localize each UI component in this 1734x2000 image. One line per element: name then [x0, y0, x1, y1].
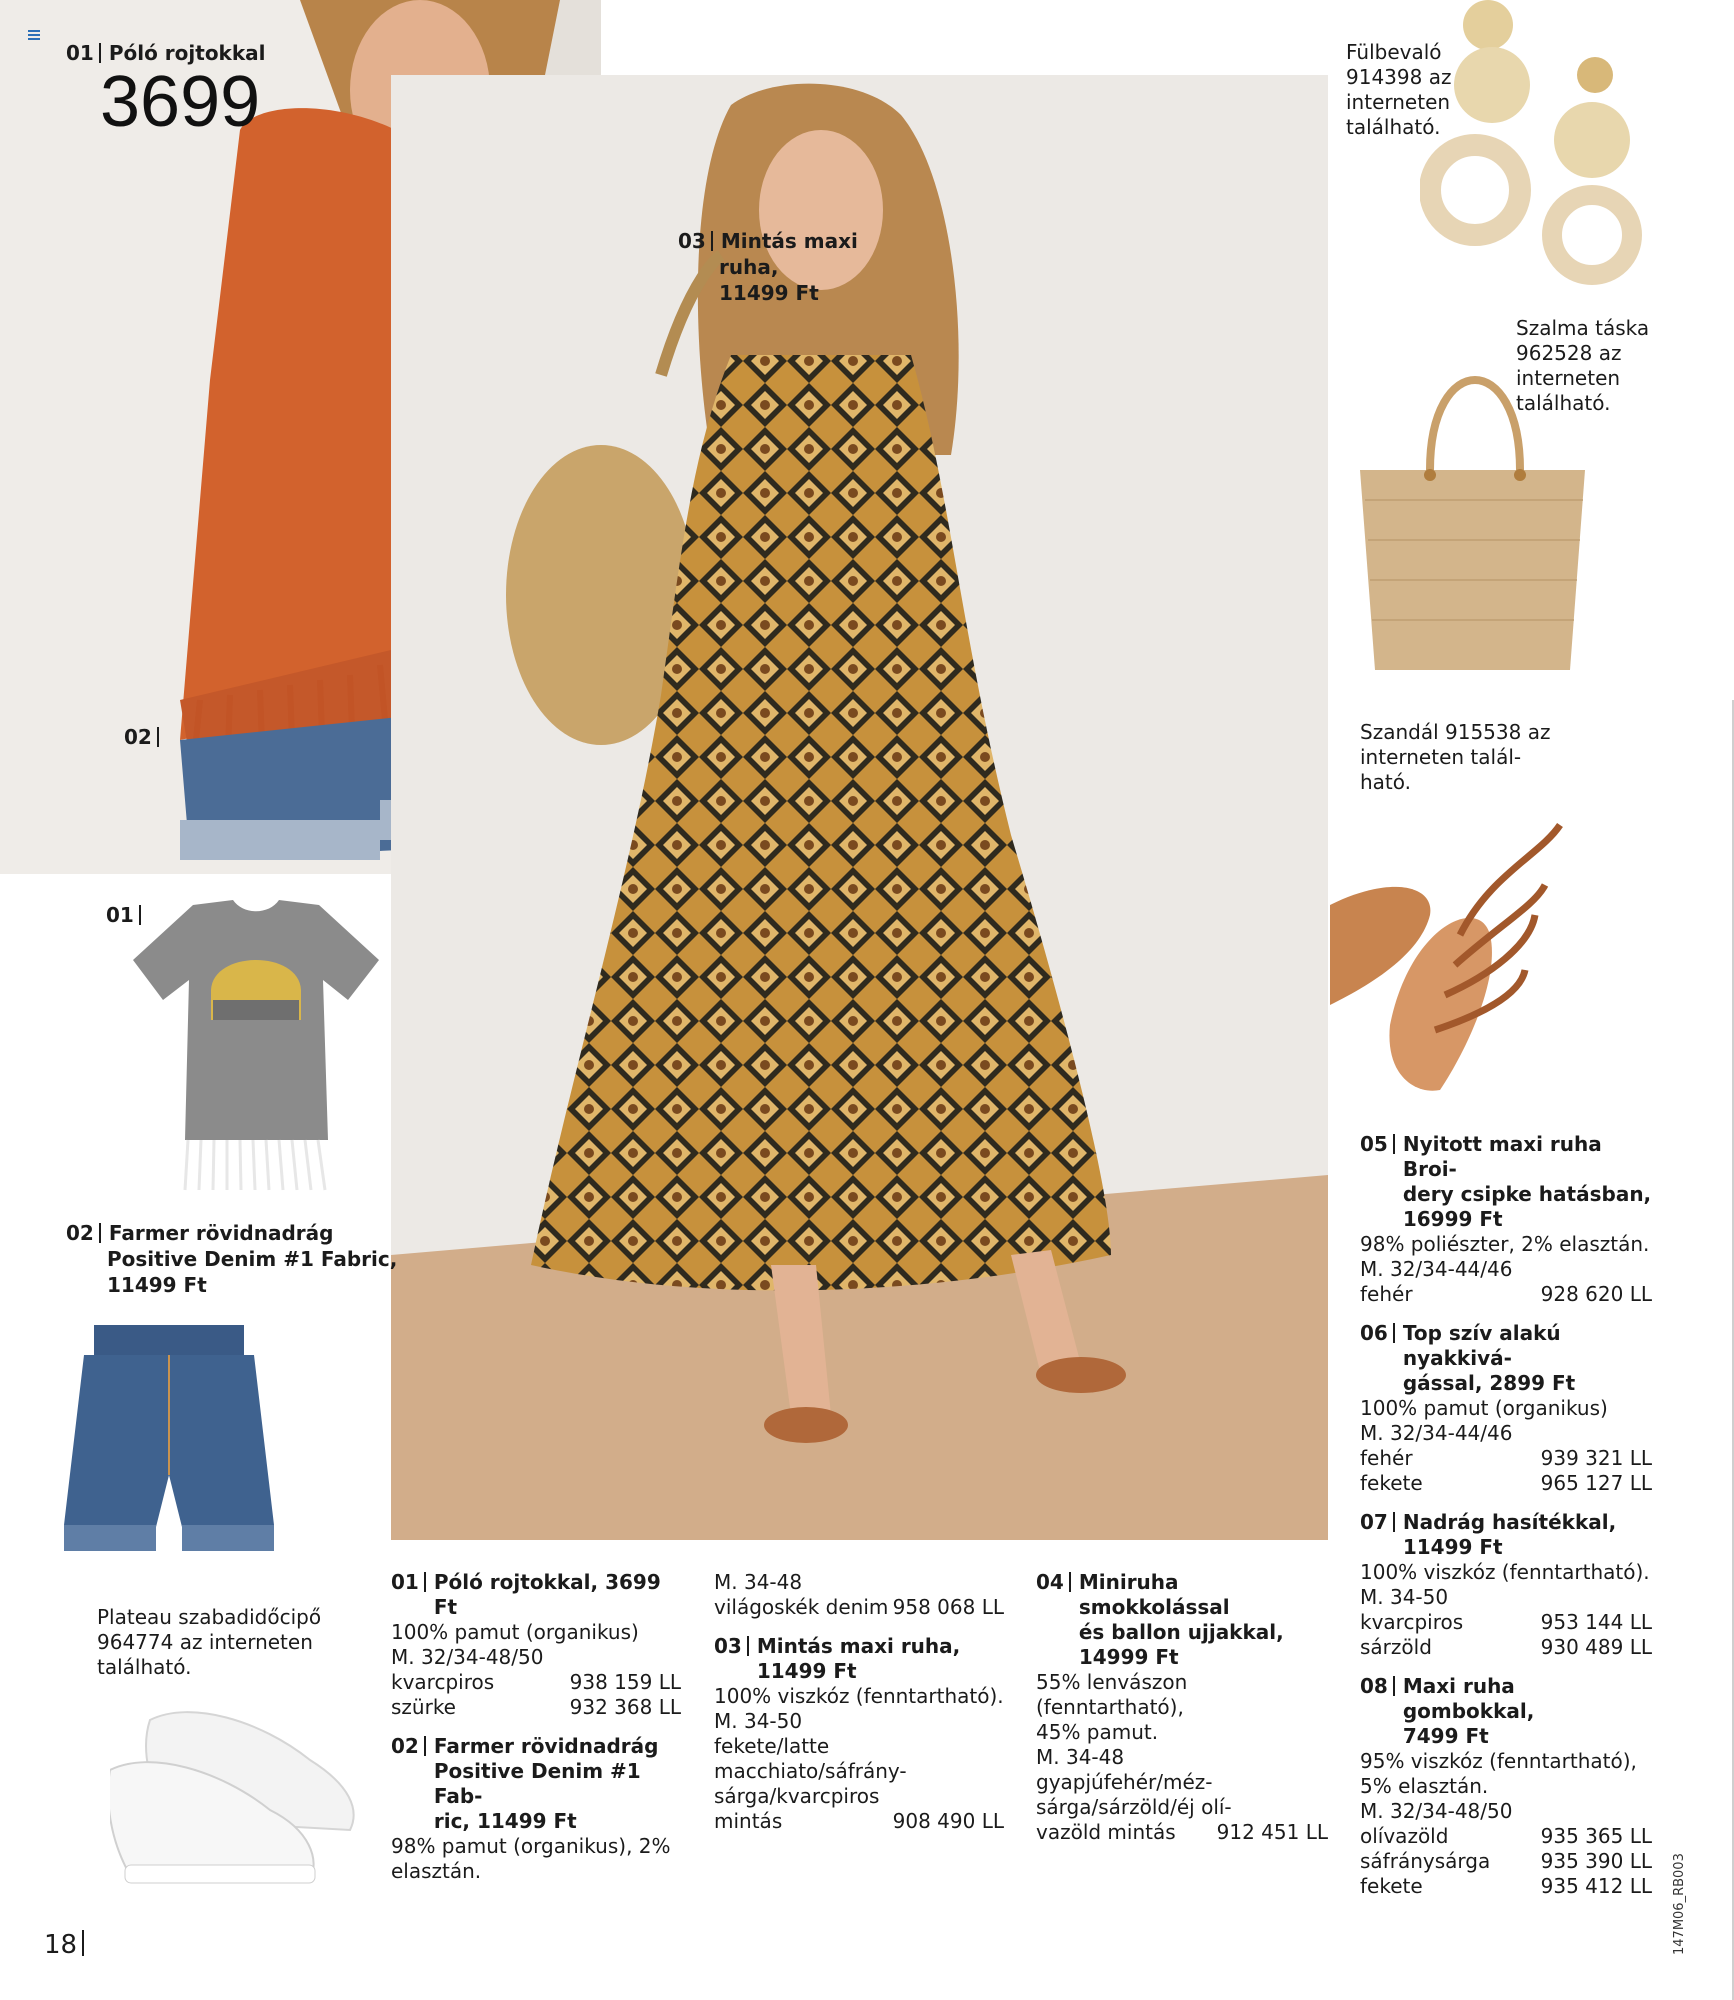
sandals-illustration — [1330, 795, 1570, 1095]
denim-shorts-illustration — [64, 1325, 274, 1555]
variant-code: 938 159 LL — [569, 1670, 681, 1694]
product-variant-row — [1360, 1471, 1652, 1496]
product-title — [1403, 1674, 1652, 1749]
product-title-line: 16999 Ft — [1402, 1207, 1503, 1231]
callout-line: Farmer rövidnadrág — [108, 1221, 334, 1245]
variant-code: 953 144 LL — [1540, 1610, 1652, 1634]
product-entry — [1360, 1510, 1652, 1660]
product-number — [714, 1634, 757, 1684]
product-number-value: 03 — [714, 1634, 742, 1658]
product-column-2 — [714, 1570, 1004, 1834]
item-number: 02 — [66, 1221, 94, 1245]
product-variant-row — [1360, 1635, 1652, 1660]
earring-note — [1346, 40, 1451, 140]
product-heading — [1036, 1570, 1328, 1670]
product-title-line: Póló rojtokkal, 3699 Ft — [433, 1570, 661, 1619]
variant-code: 928 620 LL — [1540, 1282, 1652, 1306]
product-number — [1360, 1510, 1403, 1560]
product-variant-row — [391, 1670, 681, 1695]
variant-color: világoskék denim — [714, 1595, 889, 1619]
product-title-line: Maxi ruha gombokkal, — [1402, 1674, 1535, 1723]
variant-color: vazöld mintás — [1036, 1820, 1176, 1844]
variant-code: 930 489 LL — [1540, 1635, 1652, 1659]
denim-shorts-photo — [64, 1325, 274, 1555]
product-variant-row — [1036, 1820, 1328, 1845]
entry-gap — [1360, 1307, 1652, 1321]
variant-color: fekete — [1360, 1874, 1423, 1898]
item-number: 02 — [124, 725, 152, 749]
variant-code: 932 368 LL — [569, 1695, 681, 1719]
product-number-value: 08 — [1360, 1674, 1388, 1698]
product-variant-row — [1360, 1282, 1652, 1307]
side-code: 147M06_RB003 — [1672, 1853, 1687, 1955]
product-detail-line: fekete/latte — [714, 1734, 830, 1758]
entry-gap — [391, 1720, 681, 1734]
product-title-line: 7499 Ft — [1402, 1724, 1489, 1748]
product-column-4 — [1360, 1132, 1652, 1899]
variant-color: szürke — [391, 1695, 456, 1719]
variant-color: sárzöld — [1360, 1635, 1432, 1659]
divider-bar — [1393, 1134, 1395, 1154]
product-entry — [391, 1734, 681, 1884]
note-line: Plateau szabadidőcipő — [97, 1605, 322, 1629]
product-title — [757, 1634, 1004, 1684]
entry-gap — [1360, 1496, 1652, 1510]
divider-bar — [1393, 1512, 1395, 1532]
note-line: található. — [1516, 391, 1611, 415]
product-number — [1360, 1674, 1403, 1749]
entry-gap — [714, 1620, 1004, 1634]
product-title-line: 14999 Ft — [1078, 1645, 1179, 1669]
product-title-line: gással, 2899 Ft — [1402, 1371, 1576, 1395]
earrings-photo — [1420, 0, 1660, 290]
product-number — [1036, 1570, 1079, 1670]
product-detail-line: M. 32/34-48/50 — [391, 1645, 544, 1669]
item-number: 01 — [106, 903, 134, 927]
product-variant-row — [1360, 1446, 1652, 1471]
note-line: 964774 az interneten — [97, 1630, 313, 1654]
divider-bar — [1069, 1572, 1071, 1592]
maxi-dress-photo — [391, 75, 1328, 1540]
item-number: 01 — [66, 41, 94, 65]
variant-code: 958 068 LL — [892, 1595, 1004, 1619]
white-sneakers-photo — [110, 1700, 360, 1890]
product-detail-line: M. 34-48 — [714, 1570, 803, 1594]
product-number-value: 06 — [1360, 1321, 1388, 1345]
variant-color: fehér — [1360, 1282, 1413, 1306]
product-title-line: Positive Denim #1 Fab- — [433, 1759, 641, 1808]
product-heading — [714, 1634, 1004, 1684]
product-title-line: Nadrág hasítékkal, — [1402, 1510, 1617, 1534]
product-detail-line: M. 32/34-48/50 — [1360, 1799, 1513, 1823]
variant-code: 965 127 LL — [1540, 1471, 1652, 1495]
note-line: található. — [1346, 115, 1441, 139]
product-title-line: ric, 11499 Ft — [433, 1809, 577, 1833]
shorts-callout — [66, 1220, 397, 1298]
product-heading — [1360, 1321, 1652, 1396]
grey-tee-photo — [133, 900, 379, 1195]
product-detail-line: elasztán. — [391, 1859, 482, 1883]
variant-code: 908 490 LL — [892, 1809, 1004, 1833]
item-number: 03 — [678, 229, 706, 253]
product-entry — [1360, 1321, 1652, 1496]
callout-line: Mintás maxi — [720, 229, 858, 253]
product-title-line: Miniruha smokkolással — [1078, 1570, 1230, 1619]
product-title-line: Top szív alakú nyakkivá- — [1402, 1321, 1561, 1370]
note-line: található. — [97, 1655, 192, 1679]
product-detail-line: 100% pamut (organikus) — [1360, 1396, 1608, 1420]
product-detail-line: sárga/sárzöld/éj olí- — [1036, 1795, 1232, 1819]
product-number-value: 02 — [391, 1734, 419, 1758]
sneaker-note — [97, 1605, 321, 1680]
note-line: ható. — [1360, 770, 1412, 794]
sandal-note — [1360, 720, 1550, 795]
note-line: interneten talál- — [1360, 745, 1522, 769]
product-number — [391, 1734, 434, 1834]
callout-price: 11499 Ft — [107, 1273, 207, 1297]
product-number — [391, 1570, 434, 1620]
note-line: Szandál 915538 az — [1360, 720, 1551, 744]
product-title-line: Mintás maxi ruha, — [756, 1634, 961, 1658]
product-detail-line: 45% pamut. — [1036, 1720, 1159, 1744]
product-number-value: 01 — [391, 1570, 419, 1594]
divider-bar — [424, 1572, 426, 1592]
hero-price: 3699 — [100, 62, 261, 142]
variant-color: kvarcpiros — [1360, 1610, 1464, 1634]
product-number-value: 05 — [1360, 1132, 1388, 1156]
product-title-line: és ballon ujjakkal, — [1078, 1620, 1284, 1644]
menu-icon[interactable] — [28, 30, 40, 38]
entry-gap — [1360, 1660, 1652, 1674]
product-variant-row — [1360, 1849, 1652, 1874]
variant-code: 935 365 LL — [1540, 1824, 1652, 1848]
product-variant-row — [1360, 1610, 1652, 1635]
product-variant-row — [714, 1595, 1004, 1620]
earrings-illustration — [1420, 0, 1660, 290]
divider-bar — [424, 1736, 426, 1756]
white-sneakers-illustration — [110, 1700, 360, 1890]
note-line: interneten — [1516, 366, 1621, 390]
product-entry — [714, 1634, 1004, 1834]
product-detail-line: M. 34-50 — [714, 1709, 803, 1733]
product-title-line: dery csipke hatásban, — [1402, 1182, 1652, 1206]
product-detail-line: 95% viszkóz (fenntartható), — [1360, 1749, 1637, 1773]
product-detail-line: 100% pamut (organikus) — [391, 1620, 639, 1644]
product-entry — [1360, 1132, 1652, 1307]
product-variant-row — [714, 1809, 1004, 1834]
note-line: interneten — [1346, 90, 1451, 114]
product-detail-line: sárga/kvarcpiros — [714, 1784, 880, 1808]
product-title-line: Nyitott maxi ruha Broi- — [1402, 1132, 1602, 1181]
product-title-line: Farmer rövidnadrág — [433, 1734, 659, 1758]
divider-bar — [747, 1636, 749, 1656]
note-line: 962528 az — [1516, 341, 1622, 365]
callout-line: Positive Denim #1 Fabric, — [107, 1247, 398, 1271]
variant-color: fehér — [1360, 1446, 1413, 1470]
variant-code: 935 390 LL — [1540, 1849, 1652, 1873]
product-number-value: 07 — [1360, 1510, 1388, 1534]
variant-color: olívazöld — [1360, 1824, 1449, 1848]
note-line: 914398 az — [1346, 65, 1452, 89]
variant-color: mintás — [714, 1809, 783, 1833]
product-heading — [1360, 1132, 1652, 1232]
callout-line: ruha, — [719, 255, 779, 279]
product-detail-line: M. 34-50 — [1360, 1585, 1449, 1609]
product-detail-line: 98% poliészter, 2% elasztán. — [1360, 1232, 1650, 1256]
product-title-line: 11499 Ft — [1402, 1535, 1503, 1559]
page-number — [44, 1930, 92, 1960]
product-heading — [1360, 1674, 1652, 1749]
note-line: Fülbevaló — [1346, 40, 1442, 64]
hero-item02-label — [124, 724, 167, 750]
product-variant-row — [391, 1695, 681, 1720]
variant-code: 939 321 LL — [1540, 1446, 1652, 1470]
product-detail-line: 100% viszkóz (fenntartható). — [714, 1684, 1004, 1708]
product-column-3 — [1036, 1570, 1328, 1845]
product-title — [1079, 1570, 1328, 1670]
product-title — [1403, 1321, 1652, 1396]
grey-tee-illustration — [133, 900, 379, 1195]
product-detail-line: 100% viszkóz (fenntartható). — [1360, 1560, 1650, 1584]
product-title — [1403, 1132, 1652, 1232]
product-number-value: 04 — [1036, 1570, 1064, 1594]
tee-label — [106, 902, 149, 928]
product-detail-line: gyapjúfehér/méz- — [1036, 1770, 1213, 1794]
product-entry — [391, 1570, 681, 1720]
product-number — [1360, 1321, 1403, 1396]
product-heading — [1360, 1510, 1652, 1560]
product-variant-row — [1360, 1824, 1652, 1849]
divider-bar — [1393, 1676, 1395, 1696]
variant-code: 935 412 LL — [1540, 1874, 1652, 1898]
sandals-photo — [1330, 795, 1570, 1095]
product-detail-line: 98% pamut (organikus), 2% — [391, 1834, 671, 1858]
product-heading — [391, 1734, 681, 1834]
product-title — [1403, 1510, 1652, 1560]
bag-note — [1516, 316, 1649, 416]
product-variant-row — [1360, 1874, 1652, 1899]
product-title — [434, 1570, 681, 1620]
product-detail-line: M. 34-48 — [1036, 1745, 1125, 1769]
product-entry — [1360, 1674, 1652, 1899]
product-number — [1360, 1132, 1403, 1232]
callout-price: 11499 Ft — [719, 281, 819, 305]
variant-code: 912 451 LL — [1216, 1820, 1328, 1844]
dress-callout — [678, 228, 858, 306]
variant-color: sáfránysárga — [1360, 1849, 1491, 1873]
product-column-1 — [391, 1570, 681, 1884]
note-line: Szalma táska — [1516, 316, 1650, 340]
product-entry — [714, 1570, 1004, 1620]
product-entry — [1036, 1570, 1328, 1845]
product-detail-line: M. 32/34-44/46 — [1360, 1257, 1513, 1281]
product-detail-line: macchiato/sáfrány- — [714, 1759, 907, 1783]
item-title: Póló rojtokkal — [108, 41, 266, 65]
divider-bar — [1393, 1323, 1395, 1343]
product-title-line: 11499 Ft — [756, 1659, 857, 1683]
maxi-dress-illustration — [391, 75, 1328, 1540]
variant-color: fekete — [1360, 1471, 1423, 1495]
page-number-value: 18 — [44, 1930, 78, 1960]
product-heading — [391, 1570, 681, 1620]
product-detail-line: 5% elasztán. — [1360, 1774, 1489, 1798]
product-detail-line: M. 32/34-44/46 — [1360, 1421, 1513, 1445]
product-title — [434, 1734, 681, 1834]
variant-color: kvarcpiros — [391, 1670, 495, 1694]
product-detail-line: 55% lenvászon (fenntartható), — [1036, 1670, 1188, 1719]
